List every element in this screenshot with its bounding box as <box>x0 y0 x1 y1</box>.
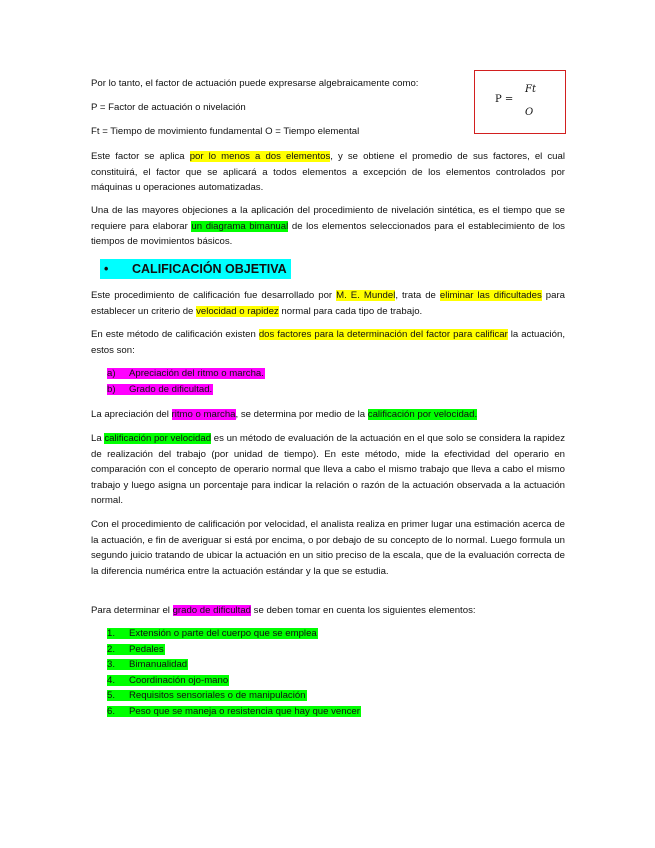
list-item: 3. Bimanualidad <box>107 659 188 670</box>
bullet-icon: • <box>104 262 109 276</box>
elements-list <box>107 626 361 719</box>
factor-list <box>107 366 265 397</box>
paragraph-mundel: Este procedimiento de calificación fue desarrollado por M. E. Mundel, trata de eliminar las dificultades para establecer un criterio de velocidad o rapidez normal para cada tipo de trabajo. <box>91 290 565 317</box>
paragraph-factor: Este factor se aplica por lo menos a dos elementos, y se obtiene el promedio de sus factores, el cual constituirá, el factor que se aplicará a todos elementos a excepción de los elementos controlados por máquinas u operaciones automatizadas. <box>91 151 565 193</box>
list-item: 1. Extensión o parte del cuerpo que se emplea <box>107 628 317 639</box>
highlight-ritmo-marcha: ritmo o marcha <box>171 409 236 420</box>
highlight-dos-factores: dos factores para la determinación del factor para calificar <box>258 329 508 340</box>
highlight-calificacion-velocidad-2: calificación por velocidad <box>104 433 212 444</box>
paragraph-calificacion-velocidad: La calificación por velocidad es un método de evaluación de la actuación en el que solo se considera la rapidez de realización del trabajo (por unidad de tiempo). En este método, mide la efectividad del operario en comparación con el concepto de operario normal que lleva a cabo el mismo trabajo que lleva a cabo el mismo trabajo y luego asigna un porcentaje para indicar la relación o razón de la actuación observada a la actuación normal. <box>91 433 565 506</box>
formula-lhs: P = <box>495 94 514 105</box>
highlight-calificacion-velocidad: calificación por velocidad. <box>367 409 478 420</box>
list-item: 2. Pedales <box>107 643 164 655</box>
highlight-mundel: M. E. Mundel <box>336 290 396 301</box>
highlight-eliminar-dificultades: eliminar las dificultades <box>439 290 542 301</box>
highlight-velocidad-rapidez: velocidad o rapidez <box>196 305 279 317</box>
definition-ft-o: Ft = Tiempo de movimiento fundamental O = Tiempo elemental <box>91 126 360 137</box>
highlight-diagrama-bimanual: un diagrama bimanual <box>191 220 289 232</box>
highlight-grado-dificultad: grado de dificultad <box>172 605 251 616</box>
formula-numerator: Ft <box>525 84 536 95</box>
formula-denominator: O <box>525 107 534 118</box>
paragraph-intro: Por lo tanto, el factor de actuación puede expresarse algebraicamente como: <box>91 78 419 89</box>
definition-p: P = Factor de actuación o nivelación <box>91 102 246 113</box>
paragraph-apreciacion: La apreciación del ritmo o marcha, se determina por medio de la calificación por velocidad. <box>91 409 478 420</box>
paragraph-procedimiento: Con el procedimiento de calificación por velocidad, el analista realiza en primer lugar una estimación acerca de la actuación, e fin de averiguar si está por encima, o por debajo de su concepto de lo normal. Luego formula un segundo juicio tratando de ubicar la actuación en un sitio preciso de la escala, que de la evaluación correcta de la diferencia numérica entre la actuación estándar y la que se estudia. <box>91 519 565 577</box>
highlight-dos-elementos: por lo menos a dos elementos <box>189 151 331 162</box>
list-item: a) Apreciación del ritmo o marcha. <box>107 368 264 379</box>
list-item: b) Grado de dificultad. <box>107 383 213 395</box>
list-item: 5. Requisitos sensoriales o de manipulación <box>107 690 306 701</box>
paragraph-dos-factores: En este método de calificación existen dos factores para la determinación del factor para calificar la actuación, estos son: <box>91 329 565 356</box>
list-item: 6. Peso que se maneja o resistencia que hay que vencer <box>107 705 360 717</box>
paragraph-objeciones: Una de las mayores objeciones a la aplicación del procedimiento de nivelación sintética, es el tiempo que se requiere para elaborar un diagrama bimanual de los elementos seleccionados para el establecimiento de los tiempos de movimientos básicos. <box>91 205 565 247</box>
section-heading: • CALIFICACIÓN OBJETIVA <box>100 259 291 279</box>
paragraph-grado-dificultad: Para determinar el grado de dificultad se deben tomar en cuenta los siguientes elementos: <box>91 605 476 616</box>
list-item: 4. Coordinación ojo-mano <box>107 674 229 686</box>
formula-box <box>474 70 566 134</box>
